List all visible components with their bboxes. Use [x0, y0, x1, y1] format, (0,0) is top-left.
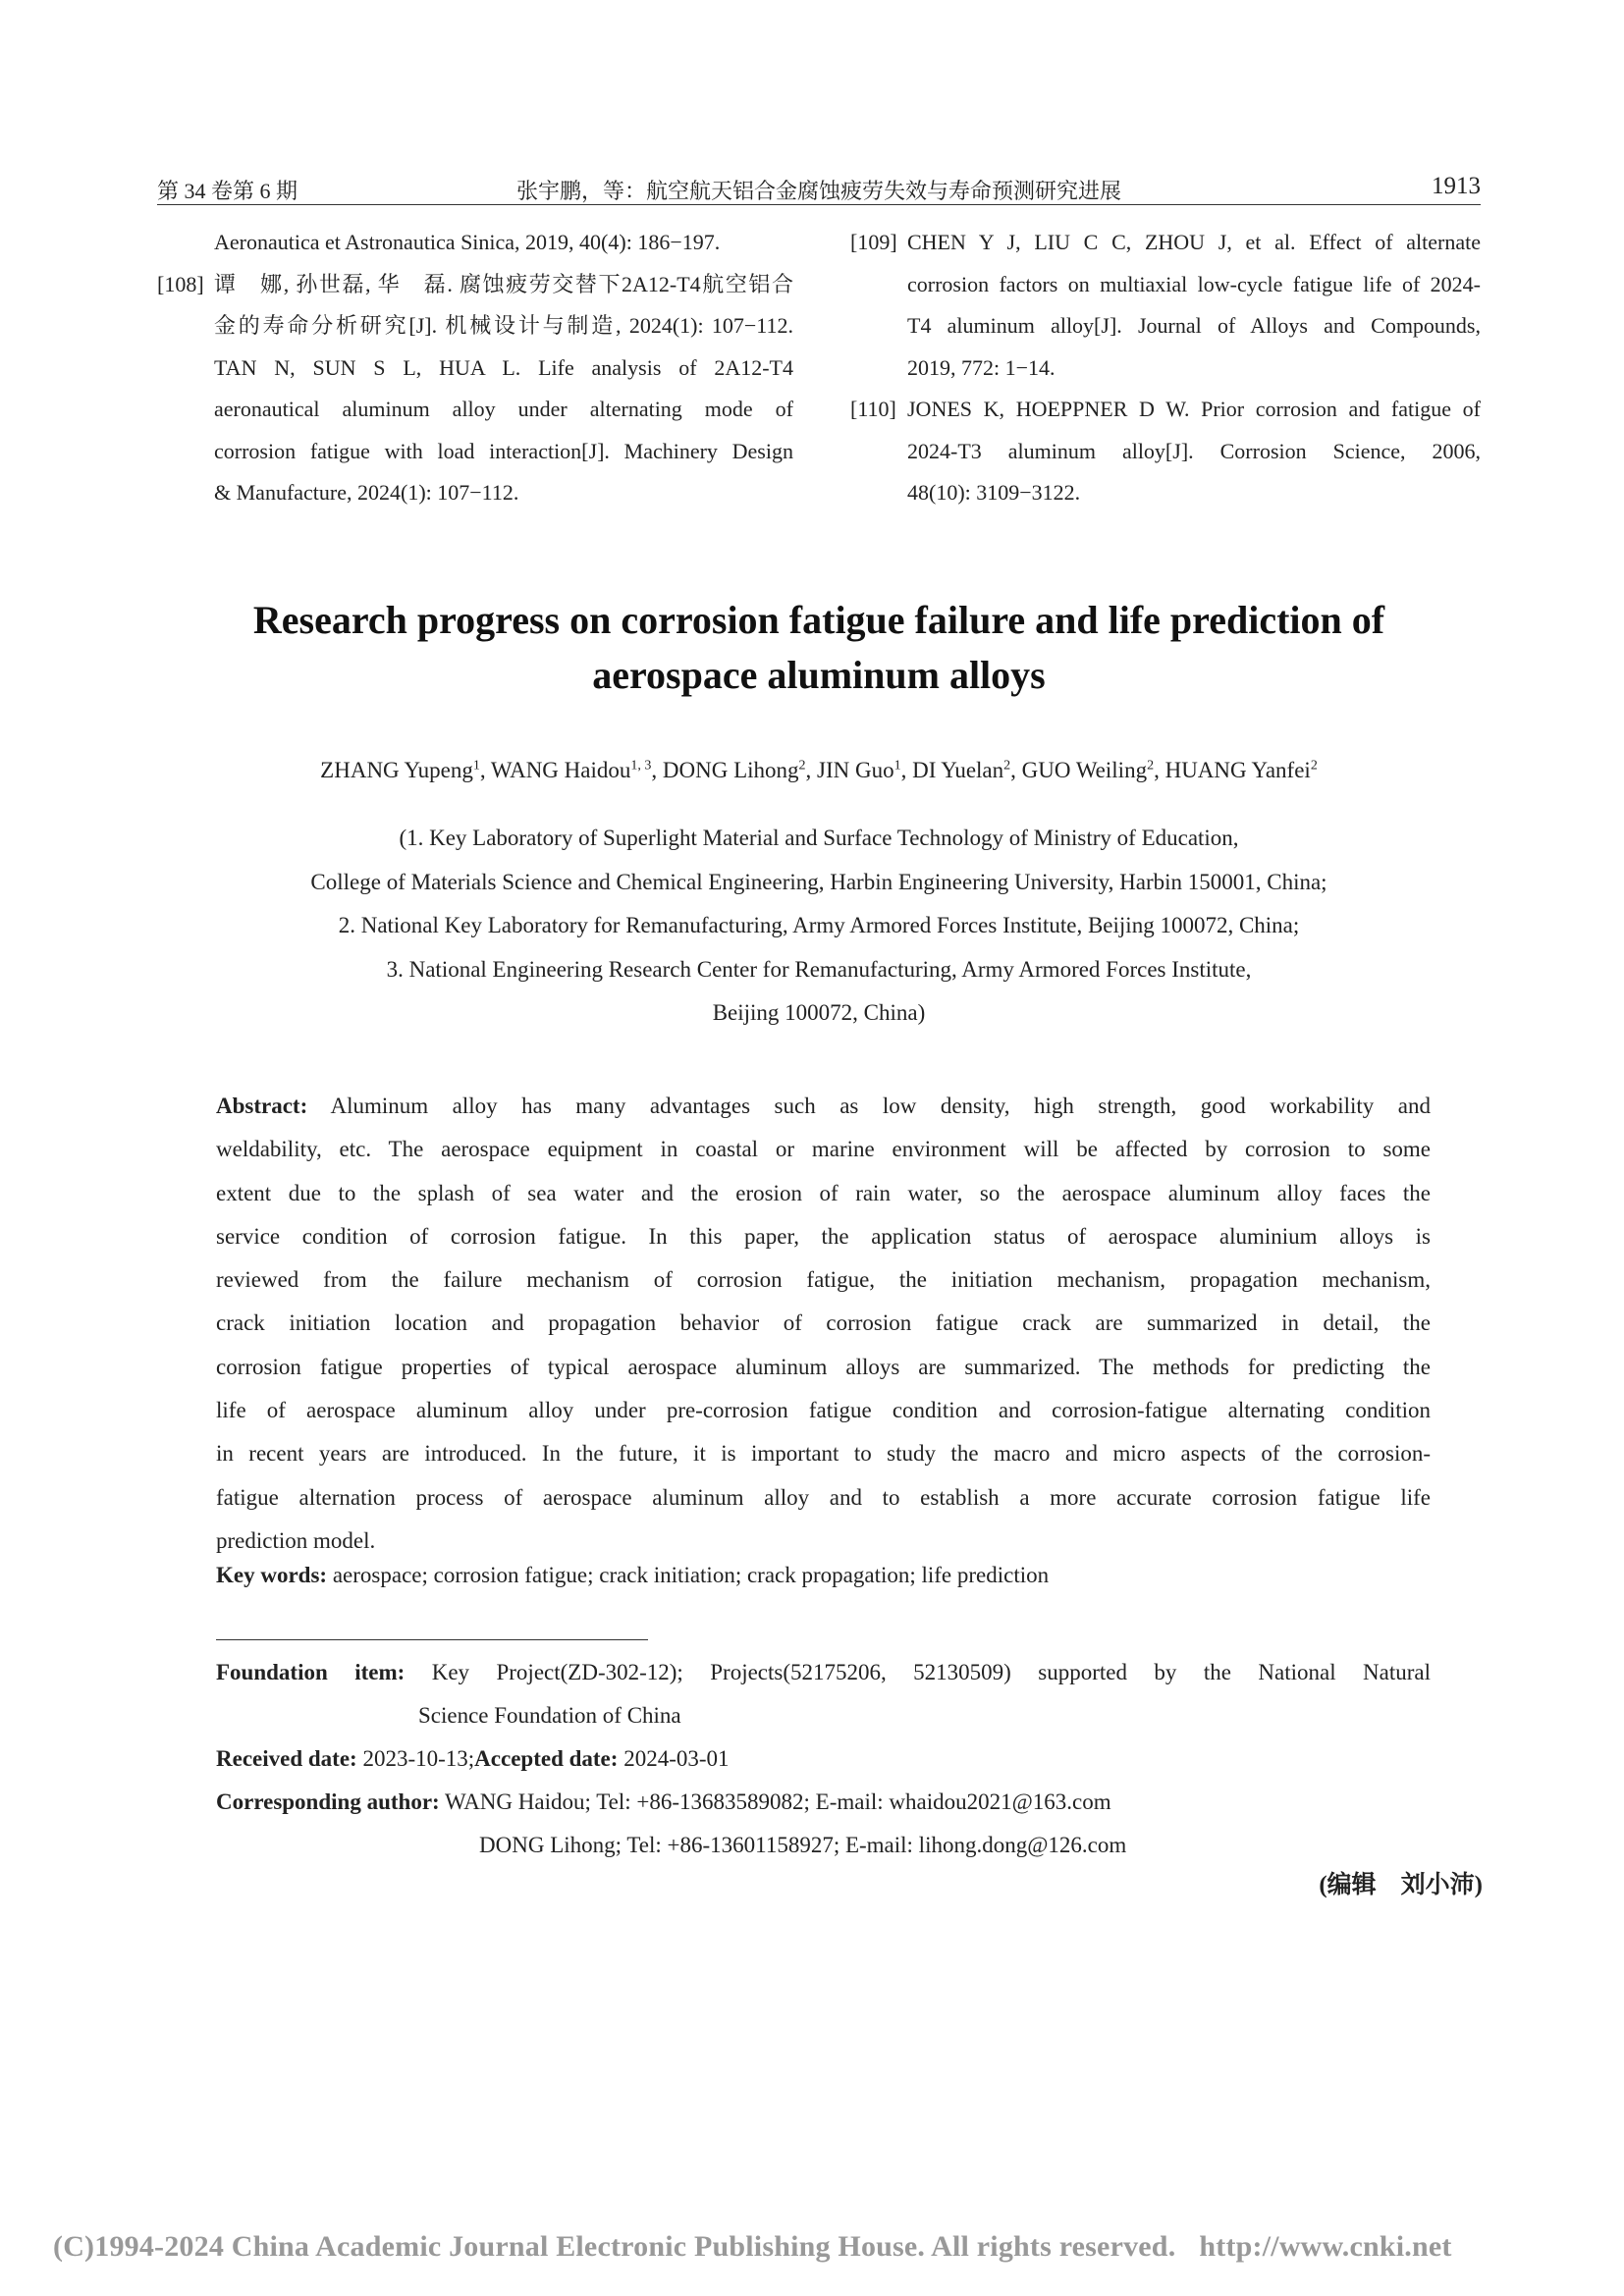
- copyright-text: (C)1994-2024 China Academic Journal Electronic Publishing House. All rights reserved.: [53, 2230, 1176, 2263]
- author: DI Yuelan$^2$,: [912, 758, 1022, 782]
- running-header: [157, 173, 1481, 205]
- keywords-label: Key words:: [216, 1563, 328, 1587]
- abstract-line: service condition of corrosion fatigue. In this paper, the application status of aerospace aluminium alloys is: [216, 1223, 1431, 1249]
- reference-line: aeronautical aluminum alloy under alternating mode of: [214, 397, 793, 421]
- journal-volume-issue: 第 34 卷第 6 期: [157, 179, 298, 203]
- article-info: [216, 1651, 1431, 1867]
- abstract: [216, 1085, 1431, 1563]
- corresponding-author: Corresponding author: WANG Haidou; Tel: +86-13683589082; E-mail: whaidou2021@163.com: [216, 1789, 1111, 1814]
- reference-number: [108]: [157, 271, 204, 296]
- abstract-line: prediction model.: [216, 1527, 376, 1553]
- cnki-link[interactable]: http://www.cnki.net: [1199, 2230, 1452, 2263]
- reference-109: [850, 222, 1481, 389]
- reference-line: 48(10): 3109−3122.: [907, 480, 1081, 505]
- dates: Received date: 2023-10-13;Accepted date: 2024-03-01: [216, 1746, 730, 1771]
- abstract-line: Abstract: Aluminum alloy has many advantages such as low density, high strength, good workability and: [216, 1094, 1432, 1118]
- reference-line: & Manufacture, 2024(1): 107−112.: [214, 480, 519, 505]
- references-left-column: [157, 222, 793, 514]
- foundation-item-continued: Science Foundation of China: [418, 1703, 681, 1728]
- reference-110: [850, 389, 1481, 514]
- paper-title: [157, 593, 1481, 703]
- paper-title-line: Research progress on corrosion fatigue failure and life prediction of: [252, 598, 1385, 642]
- abstract-label: Abstract:: [216, 1094, 308, 1118]
- footnote-divider: [216, 1639, 648, 1640]
- reference-number: [110]: [850, 397, 896, 421]
- references-right-column: [850, 222, 1481, 514]
- reference-line: corrosion factors on multiaxial low-cycle fatigue life of 2024-: [907, 271, 1481, 296]
- affiliation-line: 2. National Key Laboratory for Remanufacturing, Army Armored Forces Institute, Beijing 100072, China;: [338, 913, 1300, 937]
- abstract-line: fatigue alternation process of aerospace aluminum alloy and to establish a more accurate corrosion fatigue life: [216, 1484, 1431, 1510]
- affiliations: [157, 817, 1481, 1036]
- reference-line: JONES K, HOEPPNER D W. Prior corrosion and fatigue of: [907, 397, 1481, 421]
- abstract-line: reviewed from the failure mechanism of corrosion fatigue, the initiation mechanism, propagation mechanism,: [216, 1267, 1431, 1293]
- author: JIN Guo$^1$,: [817, 758, 913, 782]
- author: WANG Haidou$^{1, 3}$,: [490, 758, 663, 782]
- editor-credit: (编辑 刘小沛): [1319, 1872, 1483, 1898]
- paper-title-line: aerospace aluminum alloys: [592, 653, 1046, 697]
- reference-line: 谭 娜, 孙世磊, 华 磊. 腐蚀疲劳交替下2A12-T4航空铝合: [214, 271, 793, 296]
- author: HUANG Yanfei$^2$: [1164, 758, 1318, 782]
- abstract-line: life of aerospace aluminum alloy under pre-corrosion fatigue condition and corrosion-fatigue alternating condition: [216, 1398, 1431, 1423]
- keywords: [216, 1563, 1431, 1588]
- reference-line: T4 aluminum alloy[J]. Journal of Alloys and Compounds,: [907, 313, 1481, 338]
- affiliation-line: College of Materials Science and Chemical Engineering, Harbin Engineering University, Harbin 150001, China;: [310, 869, 1327, 894]
- affiliation-line: Beijing 100072, China): [712, 1000, 926, 1025]
- reference-line: TAN N, SUN S L, HUA L. Life analysis of 2A12-T4: [214, 354, 793, 380]
- reference-line: 金的寿命分析研究[J]. 机械设计与制造, 2024(1): 107−112.: [214, 313, 793, 338]
- abstract-line: weldability, etc. The aerospace equipment in coastal or marine environment will be affected by corrosion to some: [216, 1137, 1431, 1162]
- keywords-text: aerospace; corrosion fatigue; crack initiation; crack propagation; life prediction: [332, 1563, 1050, 1587]
- author: GUO Weiling$^2$,: [1021, 758, 1165, 782]
- corresponding-author-continued: DONG Lihong; Tel: +86-13601158927; E-mail: lihong.dong@126.com: [479, 1833, 1127, 1857]
- author-list: [157, 758, 1481, 783]
- reference-continuation: Aeronautica et Astronautica Sinica, 2019, 40(4): 186−197.: [214, 230, 721, 254]
- copyright-footer: [53, 2230, 1452, 2264]
- abstract-line: extent due to the splash of sea water and the erosion of rain water, so the aerospace aluminum alloy faces the: [216, 1180, 1431, 1205]
- foundation-item: Foundation item: Key Project(ZD-302-12); Projects(52175206, 52130509) supported by the National Natural: [216, 1660, 1431, 1684]
- reference-line: 2024-T3 aluminum alloy[J]. Corrosion Science, 2006,: [907, 438, 1481, 463]
- abstract-line: crack initiation location and propagation behavior of corrosion fatigue crack are summarized in detail, the: [216, 1310, 1431, 1336]
- reference-line: 2019, 772: 1−14.: [907, 354, 1056, 380]
- affiliation-line: (1. Key Laboratory of Superlight Material and Surface Technology of Ministry of Education,: [399, 826, 1239, 850]
- affiliation-line: 3. National Engineering Research Center for Remanufacturing, Army Armored Forces Institute,: [386, 956, 1252, 982]
- page-number: 1913: [1432, 173, 1481, 199]
- author: ZHANG Yupeng$^1$,: [320, 758, 491, 782]
- running-title: 张宇鹏，等：航空航天铝合金腐蚀疲劳失效与寿命预测研究进展: [515, 179, 1121, 203]
- reference-108: [157, 264, 793, 514]
- abstract-line: in recent years are introduced. In the future, it is important to study the macro and micro aspects of the corrosion-: [216, 1441, 1431, 1467]
- author: DONG Lihong$^2$,: [662, 758, 818, 782]
- abstract-line: corrosion fatigue properties of typical aerospace aluminum alloys are summarized. The methods for predicting the: [216, 1354, 1431, 1379]
- reference-line: corrosion fatigue with load interaction[J]. Machinery Design: [214, 438, 793, 463]
- reference-number: [109]: [850, 230, 897, 254]
- reference-line: CHEN Y J, LIU C C, ZHOU J, et al. Effect of alternate: [907, 230, 1481, 254]
